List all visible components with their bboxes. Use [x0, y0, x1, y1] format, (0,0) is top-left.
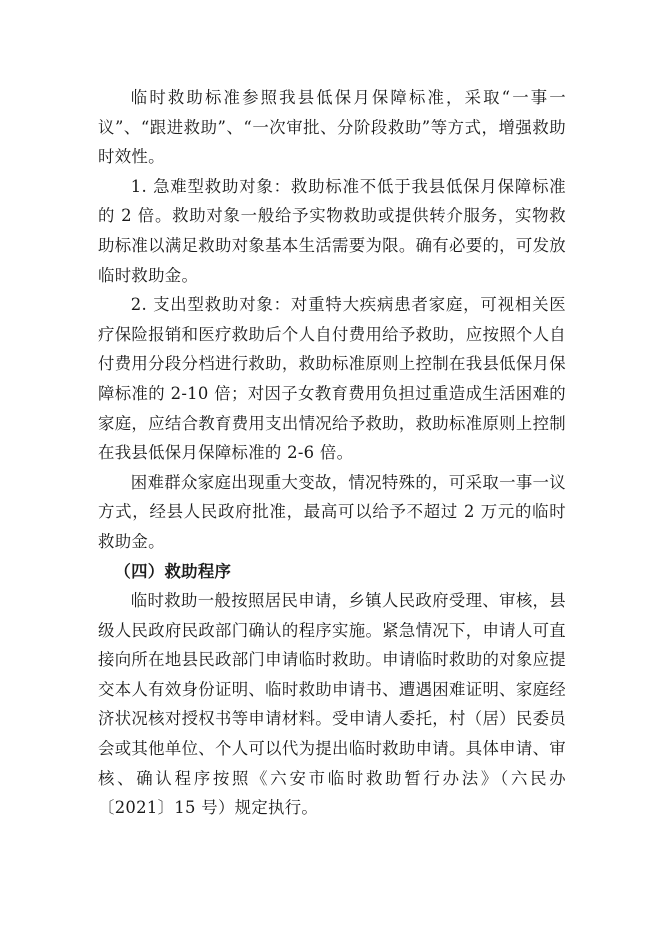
paragraph-expenditure-recipients: 2. 支出型救助对象：对重特大疾病患者家庭，可视相关医疗保险报销和医疗救助后个人自付费用给予救助，应按照个人自付费用分段分档进行救助，救助标准原则上控制在我县低保月保障标准的 2-10 倍；对因子女教育费用负担过重造成生活困难的家庭，应结合教育费用支出情况给予救助，救助标准原则上控制在我县低保月保障标准的 2-6 倍。	[98, 295, 566, 463]
paragraph-special-cases: 困难群众家庭出现重大变故，情况特殊的，可采取一事一议方式，经县人民政府批准，最高可以给予不超过 2 万元的临时救助金。	[98, 472, 566, 551]
paragraph-procedure: 临时救助一般按照居民申请，乡镇人民政府受理、审核，县级人民政府民政部门确认的程序实施。紧急情况下，申请人可直接向所在地县民政部门申请临时救助。申请临时救助的对象应提交本人有效身份证明、临时救助申请书、遭遇困难证明、家庭经济状况核对授权书等申请材料。受申请人委托，村（居）民委员会或其他单位、个人可以代为提出临时救助申请。具体申请、审核、确认程序按照《六安市临时救助暂行办法》（六民办〔2021〕15 号）规定执行。	[98, 591, 566, 818]
paragraph-standard: 临时救助标准参照我县低保月保障标准，采取“一事一议”、“跟进救助”、“一次审批、分阶段救助”等方式，增强救助时效性。	[98, 88, 566, 167]
document-body	[98, 83, 566, 823]
section-heading: （四）救助程序	[114, 561, 232, 581]
paragraph-emergency-recipients: 1. 急难型救助对象：救助标准不低于我县低保月保障标准的 2 倍。救助对象一般给予实物救助或提供转介服务，实物救助标准以满足救助对象基本生活需要为限。确有必要的，可发放临时救助金。	[98, 176, 566, 285]
